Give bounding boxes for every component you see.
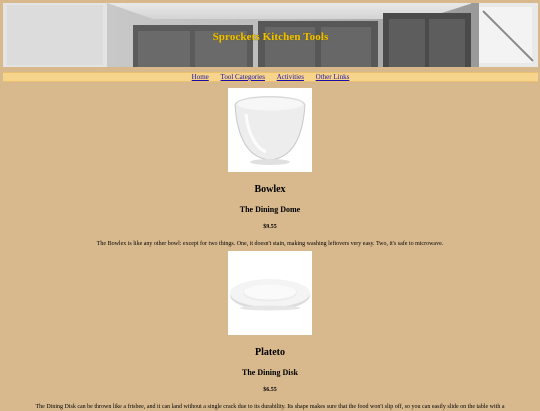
product-description: The Dining Disk can be thrown like a frisbee, and it can land without a single crack due to its durability. Its shape makes sure that the food won't slip off, so you can easily slide on the table with a bbox=[35, 404, 505, 410]
plate-image bbox=[228, 251, 312, 335]
main-nav bbox=[3, 72, 538, 82]
product-price: $6.55 bbox=[263, 387, 277, 393]
product-card-plateto bbox=[0, 251, 540, 411]
nav-link-activities[interactable]: Activities bbox=[276, 73, 304, 81]
product-subtitle: The Dining Disk bbox=[241, 368, 299, 377]
nav-link-tool-categories[interactable]: Tool Categories bbox=[220, 73, 265, 81]
product-price: $9.55 bbox=[263, 224, 277, 230]
nav-link-home[interactable]: Home bbox=[191, 73, 209, 81]
product-name: Plateto bbox=[255, 347, 285, 358]
site-title: Sprockets Kitchen Tools bbox=[212, 31, 329, 43]
site-banner bbox=[3, 3, 538, 67]
product-card-bowlex bbox=[0, 88, 540, 248]
product-description: The Bowlex is like any other bowl: except for two things. One, it doesn't stain, making washing leftovers very easy. Two, it's safe to microwave. bbox=[96, 241, 444, 247]
product-name: Bowlex bbox=[254, 184, 286, 195]
bowl-image bbox=[228, 88, 312, 172]
nav-link-other-links[interactable]: Other Links bbox=[315, 73, 350, 81]
product-subtitle: The Dining Dome bbox=[239, 205, 301, 214]
